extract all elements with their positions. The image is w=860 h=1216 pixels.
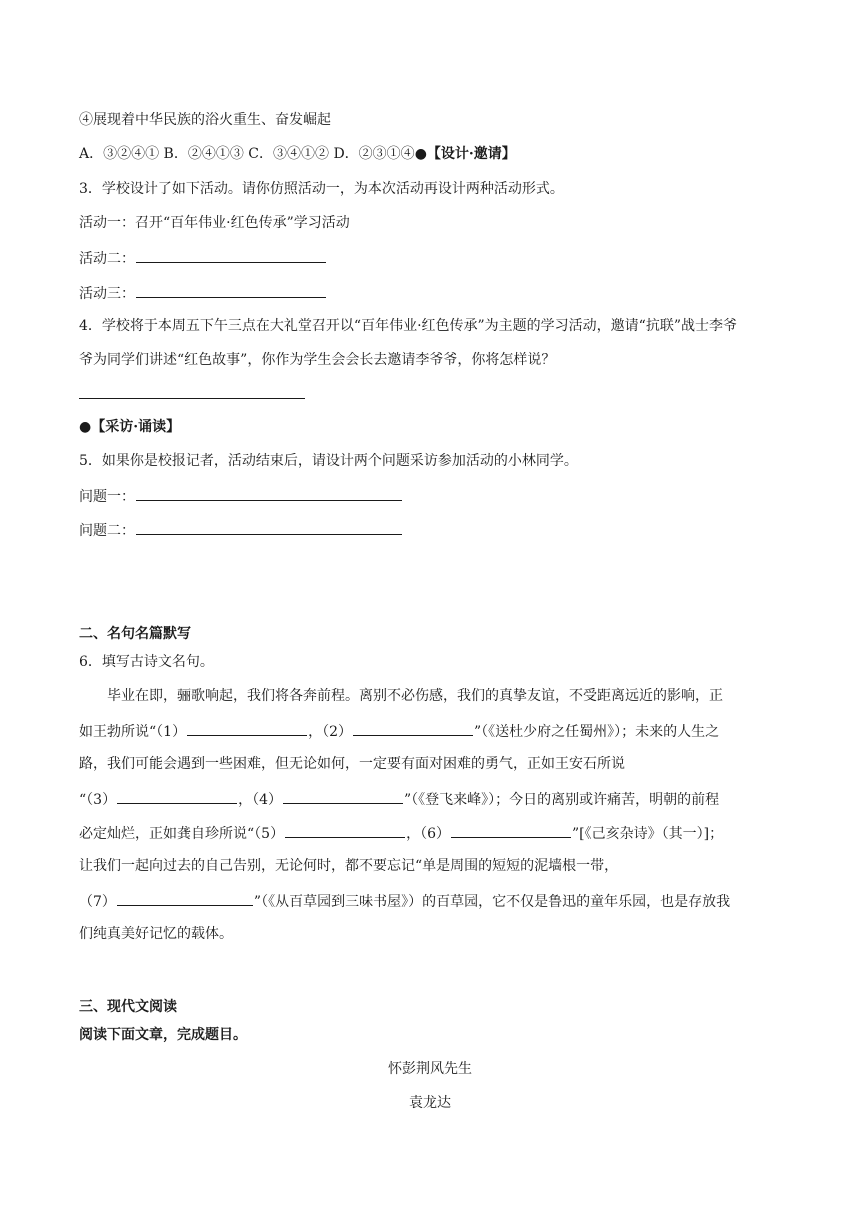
section-design-heading: ●【设计·邀请】 [414,146,516,162]
q6-prompt: 6．填写古诗文名句。 [79,654,214,670]
q5-question-1-label: 问题一： [79,489,135,505]
q6-paragraph-line-8: 们纯真美好记忆的载体。 [79,926,233,942]
q3-activity-3-label: 活动三： [79,286,135,302]
q6-paragraph-line-3: 路，我们可能会遇到一些困难，但无论如何，一定要有面对困难的勇气，正如王安石所说 [79,756,625,772]
q6-text-segment: “（3） [79,792,117,808]
q6-blank-6[interactable] [451,823,571,838]
q4-answer-blank[interactable] [79,398,305,399]
q6-paragraph-line-5 [79,823,723,843]
q5-question-2-label: 问题二： [79,523,135,539]
q6-text-segment: ”（《送杜少府之任蜀州》）；未来的人生之 [474,724,720,740]
q5-question-2-blank[interactable] [136,520,402,535]
q6-paragraph-line-1: 毕业在即，骊歌响起，我们将各奔前程。离别不必伤感，我们的真挚友谊，不受距离远近的影响，正 [107,688,723,704]
q4-prompt-line-2: 爷为同学们讲述“红色故事”，你作为学生会会长去邀请李爷爷，你将怎样说？ [79,352,556,368]
q3-activity-2-label: 活动二： [79,251,135,267]
q3-activity-3-line [79,283,327,303]
q6-text-segment: ”（《登飞来峰》）；今日的离别或许痛苦，明朝的前程 [404,792,720,808]
reading-instruction: 阅读下面文章，完成题目。 [79,1027,247,1043]
section-2-title: 二、名句名篇默写 [79,626,191,642]
q6-blank-1[interactable] [187,721,307,736]
q6-text-segment: ，（2） [308,724,352,740]
q6-text-segment: 必定灿烂，正如龚自珍所说“（5） [79,826,285,842]
q6-paragraph-line-6: 让我们一起向过去的自己告别，无论何时，都不要忘记“单是周围的短短的泥墙根一带， [79,858,619,874]
q2-choices: A．③②④① B．②④①③ C．③④①② D．②③①④ [79,146,415,162]
section-interview-heading: ●【采访·诵读】 [79,419,181,435]
q6-blank-5[interactable] [285,823,405,838]
article-title: 怀彭荆风先生 [388,1061,472,1077]
q6-text-segment: ”（《从百草园到三味书屋》）的百草园，它不仅是鲁迅的童年乐园，也是存放我 [253,894,731,910]
q5-prompt: 5．如果你是校报记者，活动结束后，请设计两个问题采访参加活动的小林同学。 [79,453,578,469]
q6-blank-3[interactable] [117,789,237,804]
q3-activity-1: 活动一：召开“百年伟业·红色传承”学习活动 [79,215,350,231]
q5-question-1-line [79,486,403,506]
q5-question-2-line [79,520,403,540]
q3-activity-3-blank[interactable] [136,283,326,298]
q2-choices-line [79,145,516,163]
q6-paragraph-line-2 [79,721,719,741]
q6-text-segment: ，（4） [238,792,282,808]
q6-blank-4[interactable] [283,789,403,804]
q6-text-segment: （7） [79,894,116,910]
q3-activity-2-line [79,248,327,268]
q6-text-segment: ，（6） [406,826,450,842]
section-3-title: 三、现代文阅读 [79,999,177,1015]
q5-question-1-blank[interactable] [136,486,402,501]
q4-prompt-line-1: 4．学校将于本周五下午三点在大礼堂召开以“百年伟业·红色传承”为主题的学习活动，邀请“抗联”战士李爷 [79,318,737,334]
q3-prompt: 3．学校设计了如下活动。请你仿照活动一，为本次活动再设计两种活动形式。 [79,181,564,197]
q6-paragraph-line-4 [79,789,719,809]
q6-paragraph-line-7 [79,891,730,911]
q6-text-segment: 如王勃所说“（1） [79,724,187,740]
article-author: 袁龙达 [409,1095,451,1111]
q6-text-segment: ”[《己亥杂诗》（其一）]； [572,826,724,842]
q6-blank-7[interactable] [117,891,253,906]
q2-option-4: ④展现着中华民族的浴火重生、奋发崛起 [79,112,331,128]
q3-activity-2-blank[interactable] [136,248,326,263]
q6-blank-2[interactable] [353,721,473,736]
